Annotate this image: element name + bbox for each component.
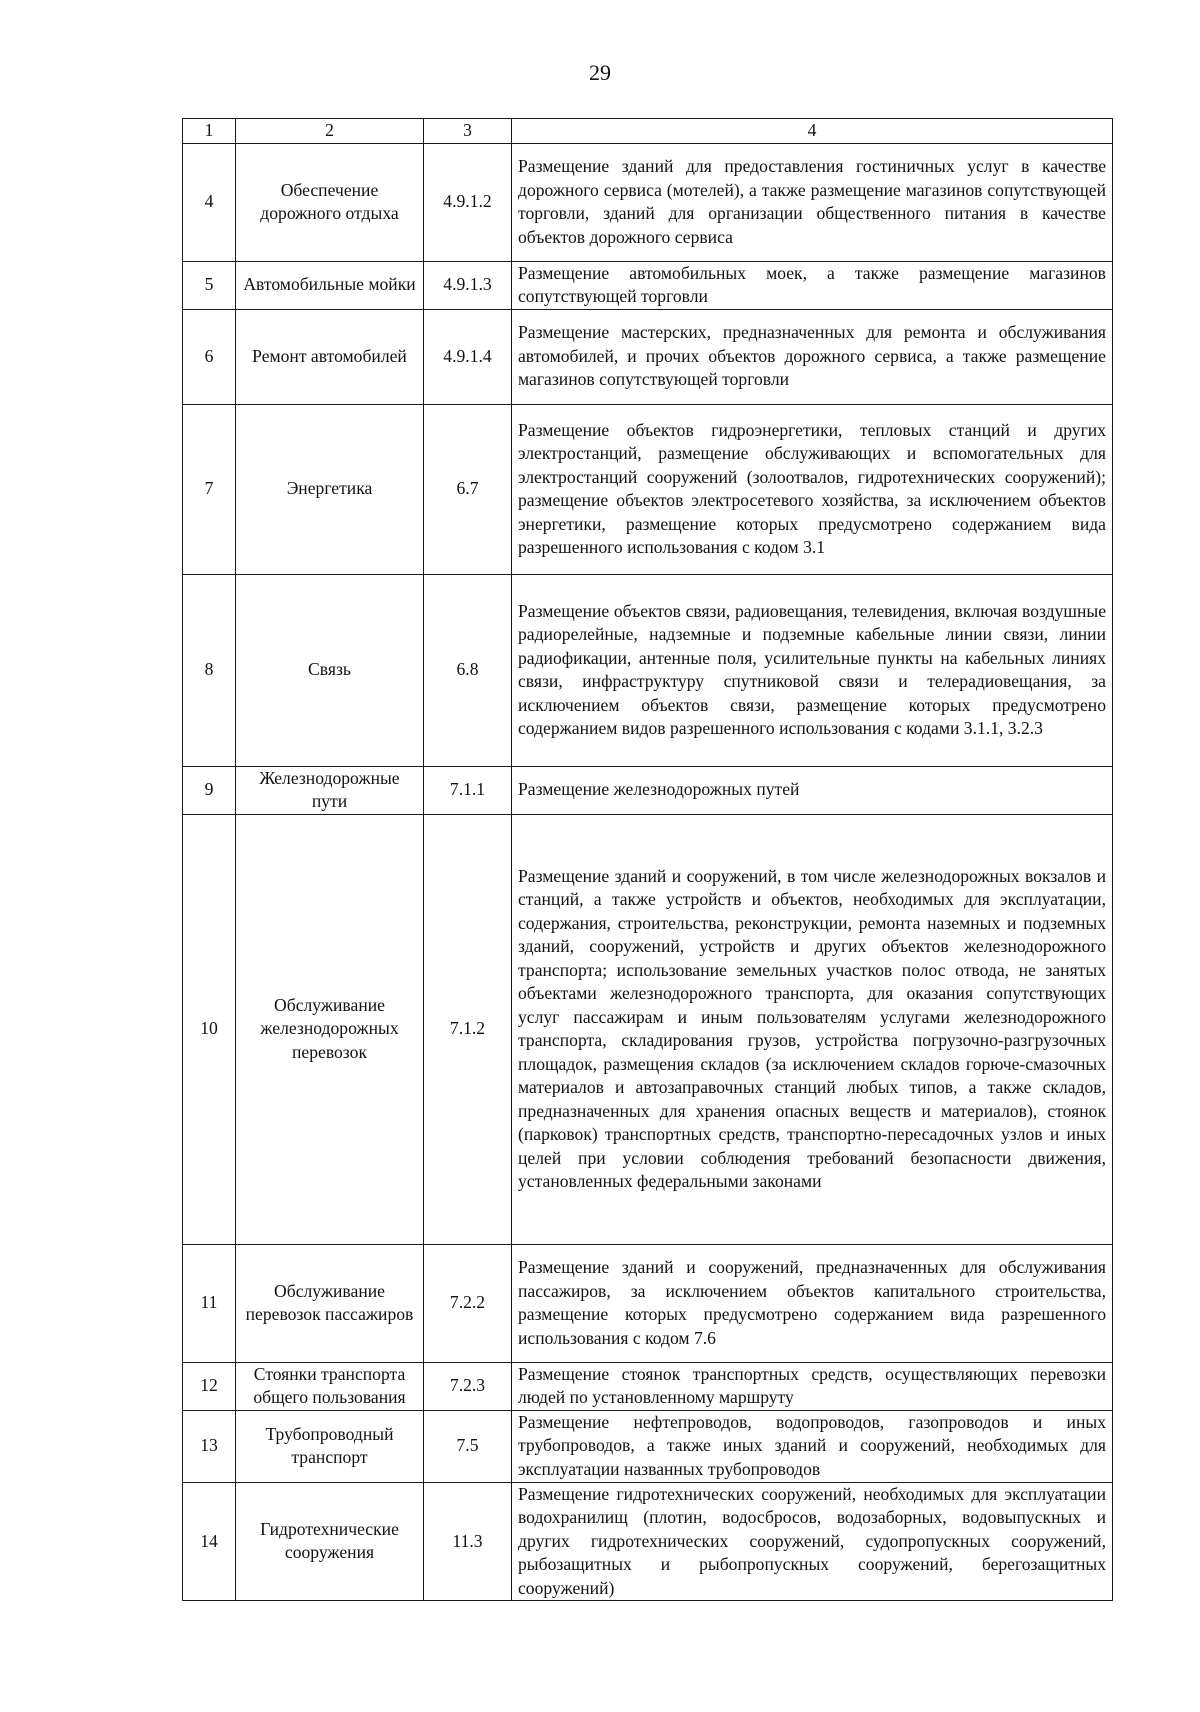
land-use-table [182,118,1113,1601]
table-row [183,261,1113,309]
land-use-name: Стоянки транспорта общего пользования [236,1362,424,1410]
land-use-description: Размещение железнодорожных путей [512,766,1113,814]
land-use-name: Железнодорожные пути [236,766,424,814]
row-number: 11 [183,1244,236,1362]
table-row [183,814,1113,1244]
land-use-description: Размещение объектов связи, радиовещания, телевидения, включая воздушные радиорелейные, надземные и подземные кабельные линии связи, линии радиофикации, антенные поля, усилительные пункты на кабельных линиях связи, инфраструктуру спутниковой связи и телерадиовещания, за исключением объектов связи, размещение которых предусмотрено содержанием видов разрешенного использования с кодами 3.1.1, 3.2.3 [512,574,1113,766]
land-use-description: Размещение объектов гидроэнергетики, тепловых станций и других электростанций, размещение обслуживающих и вспомогательных для электростанций сооружений (золоотвалов, гидротехнических сооружений); размещение объектов электросетевого хозяйства, за исключением объектов энергетики, размещение которых предусмотрено содержанием вида разрешенного использования с кодом 3.1 [512,404,1113,574]
land-use-name: Обслуживание железнодорожных перевозок [236,814,424,1244]
land-use-code: 7.2.3 [424,1362,512,1410]
land-use-name: Энергетика [236,404,424,574]
land-use-description: Размещение нефтепроводов, водопроводов, газопроводов и иных трубопроводов, а также иных зданий и сооружений, необходимых для эксплуатации названных трубопроводов [512,1410,1113,1482]
row-number: 5 [183,261,236,309]
table-row [183,1244,1113,1362]
page-number: 29 [589,60,611,85]
land-use-description: Размещение автомобильных моек, а также размещение магазинов сопутствующей торговли [512,261,1113,309]
land-use-name: Ремонт автомобилей [236,309,424,404]
table-row [183,309,1113,404]
land-use-name: Автомобильные мойки [236,261,424,309]
land-use-code: 4.9.1.3 [424,261,512,309]
row-number: 10 [183,814,236,1244]
land-use-code: 4.9.1.2 [424,143,512,261]
table-header-row [183,119,1113,144]
table-row [183,1410,1113,1482]
table-row [183,143,1113,261]
land-use-code: 11.3 [424,1482,512,1601]
row-number: 9 [183,766,236,814]
land-use-code: 7.5 [424,1410,512,1482]
row-number: 14 [183,1482,236,1601]
table-row [183,404,1113,574]
row-number: 8 [183,574,236,766]
land-use-name: Связь [236,574,424,766]
land-use-code: 7.1.2 [424,814,512,1244]
land-use-description: Размещение гидротехнических сооружений, необходимых для эксплуатации водохранилищ (плотин, водосбросов, водозаборных, водовыпускных и других гидротехнических сооружений, судопропускных сооружений, рыбозащитных и рыбопропускных сооружений, берегозащитных сооружений) [512,1482,1113,1601]
land-use-code: 4.9.1.4 [424,309,512,404]
header-col-3: 3 [424,119,512,144]
land-use-description: Размещение стоянок транспортных средств, осуществляющих перевозки людей по установленному маршруту [512,1362,1113,1410]
land-use-description: Размещение зданий для предоставления гостиничных услуг в качестве дорожного сервиса (мотелей), а также размещение магазинов сопутствующей торговли, зданий для организации общественного питания в качестве объектов дорожного сервиса [512,143,1113,261]
table-row [183,1482,1113,1601]
land-use-name: Трубопроводный транспорт [236,1410,424,1482]
header-col-4: 4 [512,119,1113,144]
land-use-description: Размещение мастерских, предназначенных для ремонта и обслуживания автомобилей, и прочих объектов дорожного сервиса, а также размещение магазинов сопутствующей торговли [512,309,1113,404]
row-number: 7 [183,404,236,574]
header-col-1: 1 [183,119,236,144]
land-use-name: Обслуживание перевозок пассажиров [236,1244,424,1362]
table-row [183,574,1113,766]
land-use-code: 7.1.1 [424,766,512,814]
land-use-name: Гидротехнические сооружения [236,1482,424,1601]
table-row [183,1362,1113,1410]
row-number: 6 [183,309,236,404]
table-row [183,766,1113,814]
land-use-code: 6.8 [424,574,512,766]
land-use-description: Размещение зданий и сооружений, предназначенных для обслуживания пассажиров, за исключением объектов капитального строительства, размещение которых предусмотрено содержанием вида разрешенного использования с кодом 7.6 [512,1244,1113,1362]
row-number: 4 [183,143,236,261]
land-use-name: Обеспечение дорожного отдыха [236,143,424,261]
land-use-code: 6.7 [424,404,512,574]
land-use-code: 7.2.2 [424,1244,512,1362]
row-number: 13 [183,1410,236,1482]
row-number: 12 [183,1362,236,1410]
header-col-2: 2 [236,119,424,144]
land-use-description: Размещение зданий и сооружений, в том числе железнодорожных вокзалов и станций, а также устройств и объектов, необходимых для эксплуатации, содержания, строительства, реконструкции, ремонта наземных и подземных зданий, сооружений, устройств и других объектов железнодорожного транспорта; использование земельных участков полос отвода, не занятых объектами железнодорожного транспорта, для оказания сопутствующих услуг пассажирам и иным пользователям услугами железнодорожного транспорта, складирования грузов, устройства погрузочно-разгрузочных площадок, размещения складов (за исключением складов горюче-смазочных материалов и автозаправочных станций любых типов, а также складов, предназначенных для хранения опасных веществ и материалов), стоянок (парковок) транспортных средств, транспортно-пересадочных узлов и иных целей при условии соблюдения требований безопасности движения, установленных федеральными законами [512,814,1113,1244]
